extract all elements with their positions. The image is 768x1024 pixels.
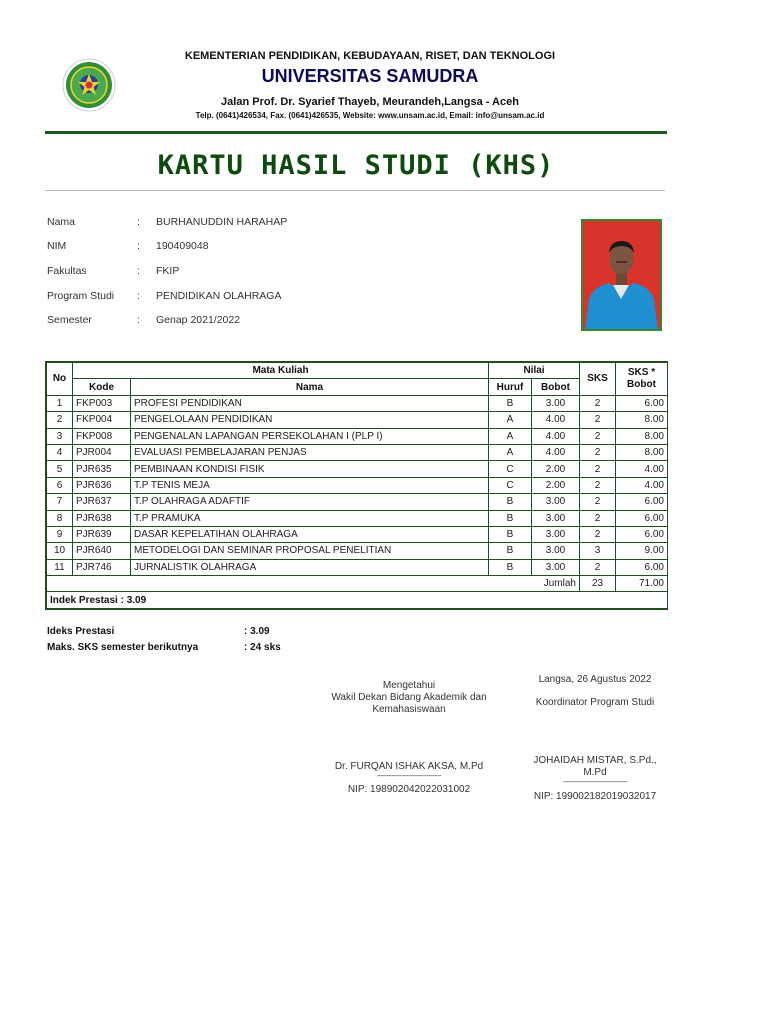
header-kode: Kode [73, 379, 131, 395]
field-label: Semester [47, 314, 92, 326]
cell-sks: 2 [580, 428, 616, 444]
cell-nama: PENGELOLAAN PENDIDIKAN [131, 412, 489, 428]
field-label: NIM [47, 240, 67, 252]
sig-left-line1: Mengetahui [382, 680, 436, 691]
header-mata-kuliah: Mata Kuliah [73, 363, 489, 379]
cell-sks: 2 [580, 526, 616, 542]
cell-total: 4.00 [616, 461, 668, 477]
cell-kode: FKP008 [73, 428, 131, 444]
student-faculty-row [47, 265, 567, 281]
field-label: Program Studi [47, 290, 115, 302]
cell-bobot: 3.00 [532, 543, 580, 559]
cell-kode: PJR637 [73, 494, 131, 510]
ip-value: : 3.09 [244, 626, 270, 637]
cell-kode: PJR639 [73, 526, 131, 542]
cell-nama: PROFESI PENDIDIKAN [131, 395, 489, 411]
cell-sks: 2 [580, 559, 616, 575]
cell-huruf: A [489, 412, 532, 428]
table-row [47, 559, 668, 575]
cell-bobot: 3.00 [532, 510, 580, 526]
sig-left-line3: Kemahasiswaan [372, 704, 446, 715]
university-address: Jalan Prof. Dr. Syarief Thayeb, Meurandeh,Langsa - Aceh [221, 96, 519, 108]
table-row [47, 412, 668, 428]
jumlah-row [47, 576, 668, 592]
header-huruf: Huruf [489, 379, 532, 395]
cell-bobot: 3.00 [532, 526, 580, 542]
cell-sks: 2 [580, 395, 616, 411]
student-nim: 190409048 [156, 240, 209, 252]
student-program-row [47, 290, 567, 306]
cell-bobot: 3.00 [532, 494, 580, 510]
university-contact: Telp. (0641)426534, Fax. (0641)426535, Website: www.unsam.ac.id, Email: info@unsam.ac.id [195, 111, 545, 120]
cell-sks: 2 [580, 444, 616, 460]
cell-bobot: 4.00 [532, 412, 580, 428]
cell-total: 6.00 [616, 494, 668, 510]
cell-huruf: A [489, 428, 532, 444]
cell-huruf: C [489, 461, 532, 477]
table-row [47, 461, 668, 477]
cell-no: 9 [47, 526, 73, 542]
grades-table [45, 361, 668, 610]
table-row [47, 477, 668, 493]
student-photo [581, 219, 662, 331]
cell-total: 8.00 [616, 412, 668, 428]
header-no: No [47, 363, 73, 396]
student-semester: Genap 2021/2022 [156, 314, 241, 326]
cell-bobot: 4.00 [532, 428, 580, 444]
maks-sks-label: Maks. SKS semester berikutnya [47, 642, 199, 653]
cell-no: 8 [47, 510, 73, 526]
jumlah-sks: 23 [580, 576, 616, 592]
table-row [47, 526, 668, 542]
header-nilai: Nilai [489, 363, 580, 379]
student-nim-row [47, 240, 567, 256]
cell-nama: PENGENALAN LAPANGAN PERSEKOLAHAN I (PLP I) [131, 428, 489, 444]
jumlah-total: 71.00 [616, 576, 668, 592]
header-bobot: Bobot [532, 379, 580, 395]
indeks-prestasi-text: Indek Prestasi : 3.09 [47, 592, 668, 608]
table-row [47, 428, 668, 444]
indeks-prestasi-row [47, 592, 668, 608]
university-seal-icon [62, 58, 116, 112]
cell-no: 3 [47, 428, 73, 444]
field-colon: : [137, 314, 140, 326]
cell-no: 2 [47, 412, 73, 428]
cell-nama: PEMBINAAN KONDISI FISIK [131, 461, 489, 477]
table-row [47, 543, 668, 559]
header-sks: SKS [580, 363, 616, 396]
table-row [47, 510, 668, 526]
cell-kode: PJR004 [73, 444, 131, 460]
cell-total: 8.00 [616, 428, 668, 444]
ministry-name: KEMENTERIAN PENDIDIKAN, KEBUDAYAAN, RISET, DAN TEKNOLOGI [184, 50, 556, 62]
cell-no: 10 [47, 543, 73, 559]
cell-nama: JURNALISTIK OLAHRAGA [131, 559, 489, 575]
page-title: KARTU HASIL STUDI (KHS) [157, 150, 555, 181]
cell-nama: T.P OLAHRAGA ADAFTIF [131, 494, 489, 510]
student-faculty: FKIP [156, 265, 180, 277]
student-semester-row [47, 314, 567, 330]
header-nama: Nama [131, 379, 489, 395]
cell-nama: T.P TENIS MEJA [131, 477, 489, 493]
cell-sks: 2 [580, 461, 616, 477]
student-name: BURHANUDDIN HARAHAP [156, 216, 288, 228]
field-label: Nama [47, 216, 76, 228]
cell-no: 4 [47, 444, 73, 460]
student-name-row [47, 216, 567, 232]
cell-bobot: 3.00 [532, 395, 580, 411]
cell-nama: EVALUASI PEMBELAJARAN PENJAS [131, 444, 489, 460]
cell-total: 4.00 [616, 477, 668, 493]
cell-no: 7 [47, 494, 73, 510]
cell-no: 6 [47, 477, 73, 493]
cell-huruf: B [489, 510, 532, 526]
cell-kode: PJR638 [73, 510, 131, 526]
cell-huruf: A [489, 444, 532, 460]
maks-sks-value: : 24 sks [244, 642, 281, 653]
sig-right-name-line2: M.Pd [583, 767, 607, 778]
cell-kode: PJR635 [73, 461, 131, 477]
cell-sks: 2 [580, 477, 616, 493]
cell-huruf: B [489, 543, 532, 559]
field-colon: : [137, 216, 140, 228]
jumlah-label: Jumlah [47, 576, 580, 592]
cell-sks: 2 [580, 494, 616, 510]
sig-left-nip: NIP: 198902042022031002 [347, 784, 471, 795]
sig-right-place-date: Langsa, 26 Agustus 2022 [538, 674, 652, 685]
field-label: Fakultas [47, 265, 87, 277]
cell-huruf: C [489, 477, 532, 493]
cell-bobot: 2.00 [532, 461, 580, 477]
cell-nama: DASAR KEPELATIHAN OLAHRAGA [131, 526, 489, 542]
sig-right-role: Koordinator Program Studi [535, 697, 655, 708]
table-row [47, 494, 668, 510]
sig-right-name-line1: JOHAIDAH MISTAR, S.Pd., [533, 755, 657, 766]
cell-no: 5 [47, 461, 73, 477]
university-name: UNIVERSITAS SAMUDRA [261, 66, 479, 86]
student-program: PENDIDIKAN OLAHRAGA [156, 290, 282, 302]
cell-huruf: B [489, 559, 532, 575]
cell-kode: FKP004 [73, 412, 131, 428]
cell-sks: 3 [580, 543, 616, 559]
cell-kode: FKP003 [73, 395, 131, 411]
cell-total: 8.00 [616, 444, 668, 460]
sig-left-name: Dr. FURQAN ISHAK AKSA, M.Pd [334, 761, 484, 772]
sig-right-dashes: ----------------------------------- [562, 779, 628, 786]
cell-huruf: B [489, 395, 532, 411]
sig-left-line2: Wakil Dekan Bidang Akademik dan [331, 692, 487, 703]
table-row [47, 395, 668, 411]
cell-no: 11 [47, 559, 73, 575]
cell-total: 6.00 [616, 395, 668, 411]
cell-kode: PJR636 [73, 477, 131, 493]
cell-nama: T.P PRAMUKA [131, 510, 489, 526]
cell-total: 6.00 [616, 559, 668, 575]
header-sks-bobot: SKS * Bobot [616, 363, 668, 396]
cell-bobot: 2.00 [532, 477, 580, 493]
field-colon: : [137, 265, 140, 277]
cell-total: 6.00 [616, 526, 668, 542]
cell-no: 1 [47, 395, 73, 411]
cell-kode: PJR746 [73, 559, 131, 575]
cell-kode: PJR640 [73, 543, 131, 559]
table-row [47, 444, 668, 460]
sig-left-dashes: ----------------------------------- [376, 773, 442, 780]
cell-total: 9.00 [616, 543, 668, 559]
cell-sks: 2 [580, 412, 616, 428]
cell-bobot: 3.00 [532, 559, 580, 575]
sig-right-nip: NIP: 199002182019032017 [533, 791, 657, 802]
cell-huruf: B [489, 494, 532, 510]
cell-total: 6.00 [616, 510, 668, 526]
field-colon: : [137, 240, 140, 252]
cell-bobot: 4.00 [532, 444, 580, 460]
cell-huruf: B [489, 526, 532, 542]
cell-nama: METODELOGI DAN SEMINAR PROPOSAL PENELITIAN [131, 543, 489, 559]
title-divider [45, 190, 665, 191]
header-divider [45, 131, 667, 134]
cell-sks: 2 [580, 510, 616, 526]
ip-label: Ideks Prestasi [47, 626, 115, 637]
field-colon: : [137, 290, 140, 302]
